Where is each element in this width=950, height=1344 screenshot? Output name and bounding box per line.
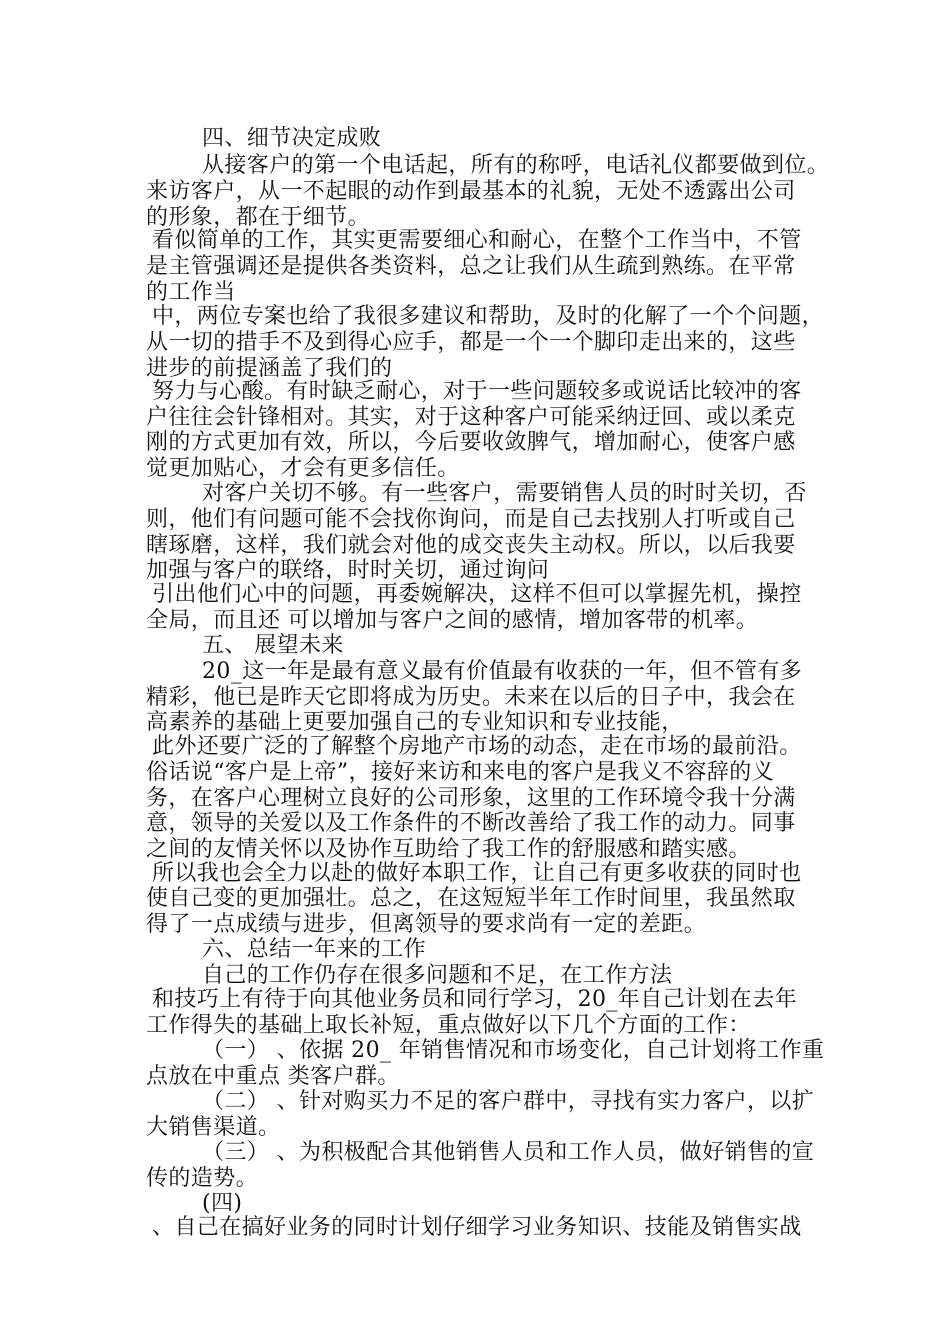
text-line: 中，两位专案也给了我很多建议和帮助，及时的化解了一个个问题， (152, 304, 825, 329)
text-line: 俗话说“客户是上帝”，接好来访和来电的客户是我义不容辞的义 (146, 760, 775, 785)
text-line: 的工作当 (146, 280, 236, 305)
text-line: 引出他们心中的问题，再委婉解决，这样不但可以掌握先机，操控 (152, 582, 802, 607)
text-line: 对客户关切不够。有一些客户，需要销售人员的时时关切，否 (202, 481, 807, 506)
text-line: 和技巧上有待于向其他业务员和同行学习，20_年自己计划在去年 (152, 987, 797, 1012)
text-line: 来访客户，从一不起眼的动作到最基本的礼貌，无处不透露出公司 (146, 179, 796, 204)
text-line: 高素养的基础上更要加强自己的专业知识和专业技能， (146, 710, 684, 735)
section-heading: 六、总结一年来的工作 (202, 937, 427, 962)
text-line: 工作得失的基础上取长补短，重点做好以下几个方面的工作： (146, 1013, 751, 1038)
text-line: 点放在中重点 类客户群。 (146, 1064, 400, 1089)
text-line: 20_这一年是最有意义最有价值最有收获的一年，但不管有多 (202, 659, 803, 684)
text-line: 加强与客户的联络，时时关切，通过询问 (146, 558, 550, 583)
text-line: 大销售渠道。 (146, 1115, 281, 1140)
text-line: 自己的工作仍存在很多问题和不足，在工作方法 (202, 963, 673, 988)
section-heading: 五、 展望未来 (202, 633, 344, 658)
text-line: 从一切的措手不及到得心应手，都是一个一个脚印走出来的，这些 (146, 330, 796, 355)
text-line: 看似简单的工作，其实更需要细心和耐心，在整个工作当中，不管 (152, 228, 802, 253)
text-line: 进步的前提涵盖了我们的 (146, 356, 393, 381)
text-line: 精彩，他已是昨天它即将成为历史。未来在以后的日子中，我会在 (146, 685, 796, 710)
text-line: 刚的方式更加有效，所以，今后要收敛脾气，增加耐心，使客户感 (146, 430, 796, 455)
text-line: 务，在客户心理树立良好的公司形象，这里的工作环境令我十分满 (146, 786, 796, 811)
list-item: （二） 、针对购买力不足的客户群中，寻找有实力客户，以扩 (202, 1089, 815, 1114)
text-line: 户往往会针锋相对。其实，对于这种客户可能采纳迂回、或以柔克 (146, 405, 796, 430)
text-line: 传的造势。 (146, 1166, 259, 1191)
text-line: 此外还要广泛的了解整个房地产市场的动态，走在市场的最前沿。 (152, 734, 802, 759)
text-line: 之间的友情关怀以及协作互助给了我工作的舒服感和踏实感。 (146, 837, 751, 862)
text-line: 是主管强调还是提供各类资料，总之让我们从生疏到熟练。在平常 (146, 254, 796, 279)
text-line: 的形象，都在于细节。 (146, 205, 371, 230)
text-line: 从接客户的第一个电话起，所有的称呼，电话礼仪都要做到位。 (202, 153, 830, 178)
text-line: 觉更加贴心，才会有更多信任。 (146, 456, 460, 481)
list-item: (四) (202, 1191, 243, 1216)
text-line: 努力与心酸。有时缺乏耐心，对于一些问题较多或说话比较冲的客 (152, 379, 802, 404)
text-line: 所以我也会全力以赴的做好本职工作，让自己有更多收获的同时也 (152, 861, 802, 886)
text-line: 全局，而且还 可以增加与客户之间的感情，增加客带的机率。 (146, 608, 759, 633)
text-line: 得了一点成绩与进步，但离领导的要求尚有一定的差距。 (146, 912, 707, 937)
text-line: 则，他们有问题可能不会找你询问，而是自己去找别人打听或自己 (146, 507, 796, 532)
list-item: （一） 、依据 20_ 年销售情况和市场变化，自己计划将工作重 (202, 1038, 825, 1063)
text-line: 、自己在搞好业务的同时计划仔细学习业务知识、技能及销售实战 (152, 1215, 802, 1240)
text-line: 意，领导的关爱以及工作条件的不断改善给了我工作的动力。同事 (146, 811, 796, 836)
text-line: 瞎琢磨，这样，我们就会对他的成交丧失主动权。所以，以后我要 (146, 533, 796, 558)
section-heading: 四、细节决定成败 (202, 126, 382, 151)
list-item: （三） 、为积极配合其他销售人员和工作人员，做好销售的宣 (202, 1140, 815, 1165)
text-line: 使自己变的更加强壮。总之，在这短短半年工作时间里，我虽然取 (146, 886, 796, 911)
